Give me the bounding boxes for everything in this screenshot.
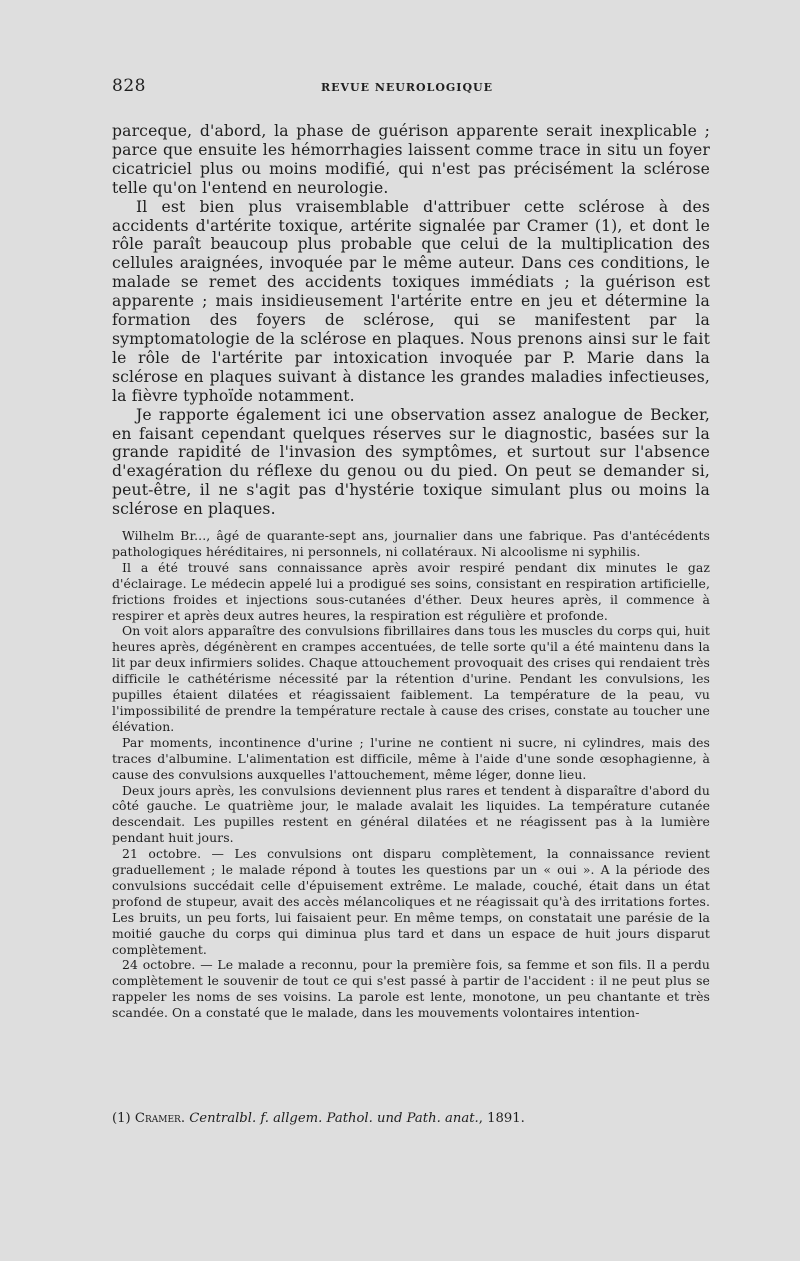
footnote-year: , 1891. <box>478 1111 525 1126</box>
observation-paragraph-7: 24 octobre. — Le malade a reconnu, pour la première fois, sa femme et son fils. Il a perdu complètement le souvenir de tout ce qui s'est passé à partir de l'accident : il ne peut plus se rappeler les noms de ses voisins. La parole est lente, monotone, un peu chantante et très scandée. On a constaté que le malade, dans les mouvements volontaires intention- <box>112 957 710 1021</box>
body-paragraph-1: parceque, d'abord, la phase de guérison apparente serait inexplicable ; parce que ensuite les hémorrhagies laissent comme trace in situ un foyer cicatriciel plus ou moins modifié, qui n'est pas précisément la sclérose telle qu'on l'entend en neurologie. <box>112 122 710 197</box>
observation-paragraph-4: Par moments, incontinence d'urine ; l'urine ne contient ni sucre, ni cylindres, mais des traces d'albumine. L'alimentation est difficile, même à l'aide d'une sonde œsophagienne, à cause des convulsions auxquelles l'attouchement, même léger, donne lieu. <box>112 734 710 782</box>
footnote-author: Cramer. <box>134 1111 186 1126</box>
footnote-citation: Centralbl. f. allgem. Pathol. und Path. anat. <box>189 1111 479 1126</box>
observation-paragraph-2: Il a été trouvé sans connaissance après avoir respiré pendant dix minutes le gaz d'éclairage. Le médecin appelé lui a prodigué ses soins, consistant en respiration artificielle, frictions froides et injections sous-cutanées d'éther. Deux heures après, il commence à respirer et après deux autres heures, la respiration est régulière et profonde. <box>112 559 710 623</box>
running-head: REVUE NEUROLOGIQUE <box>320 81 494 94</box>
page-number: 828 <box>112 76 146 96</box>
observation-paragraph-1: Wilhelm Br..., âgé de quarante-sept ans, journalier dans une fabrique. Pas d'antécédents pathologiques héréditaires, ni personnels, ni collatéraux. Ni alcoolisme ni syphilis. <box>112 528 710 559</box>
observation-paragraph-5: Deux jours après, les convulsions deviennent plus rares et tendent à disparaître d'abord du côté gauche. Le quatrième jour, le malade avalait les liquides. La température cutanée descendait. Les pupilles restent en général dilatées et ne réagissent pas à la lumière pendant huit jours. <box>112 782 710 846</box>
observation-paragraph-6: 21 octobre. — Les convulsions ont disparu complètement, la connaissance revient graduellement ; le malade répond à toutes les questions par un « oui ». A la période des convulsions succédait celle d'épuisement extrême. Le malade, couché, était dans un état profond de stupeur, avait des accès mélancoliques et ne réagissait qu'à des irritations fortes. Les bruits, un peu forts, lui faisaient peur. En même temps, on constatait une parésie de la moitié gauche du corps qui diminua plus tard et dans un espace de huit jours disparut complètement. <box>112 846 710 957</box>
observation-text <box>112 528 710 1021</box>
body-paragraph-3: Je rapporte également ici une observation assez analogue de Becker, en faisant cependant quelques réserves sur le diagnostic, basées sur la grande rapidité de l'invasion des symptômes, et surtout sur l'absence d'exagération du réflexe du genou ou du pied. On peut se demander si, peut-être, il ne s'agit pas d'hystérie toxique simulant plus ou moins la sclérose en plaques. <box>112 405 710 519</box>
observation-paragraph-3: On voit alors apparaître des convulsions fibrillaires dans tous les muscles du corps qui, huit heures après, dégénèrent en crampes accentuées, de telle sorte qu'il a été maintenu dans la lit par deux infirmiers solides. Chaque attouchement provoquait des crises qui rendaient très difficile le cathétérisme nécessité par la rétention d'urine. Pendant les convulsions, les pupilles étaient dilatées et réagissaient faiblement. La température de la peau, vu l'impossibilité de prendre la température rectale à cause des crises, constate au toucher une élévation. <box>112 623 710 734</box>
body-paragraph-2: Il est bien plus vraisemblable d'attribuer cette sclérose à des accidents d'artérite toxique, artérite signalée par Cramer (1), et dont le rôle paraît beaucoup plus probable que celui de la multiplication des cellules araignées, invoquée par le même auteur. Dans ces conditions, le malade se remet des accidents toxiques immédiats ; la guérison est apparente ; mais insidieusement l'artérite entre en jeu et détermine la formation des foyers de sclérose, qui se manifestent par la symptomatologie de la sclérose en plaques. Nous prenons ainsi sur le fait le rôle de l'artérite par intoxication invoquée par P. Marie dans la sclérose en plaques suivant à distance les grandes maladies infectieuses, la fièvre typhoïde notamment. <box>112 197 710 405</box>
main-text <box>112 122 710 519</box>
footnote <box>112 1110 710 1127</box>
footnote-marker: (1) <box>112 1111 131 1126</box>
page-header <box>112 76 702 100</box>
